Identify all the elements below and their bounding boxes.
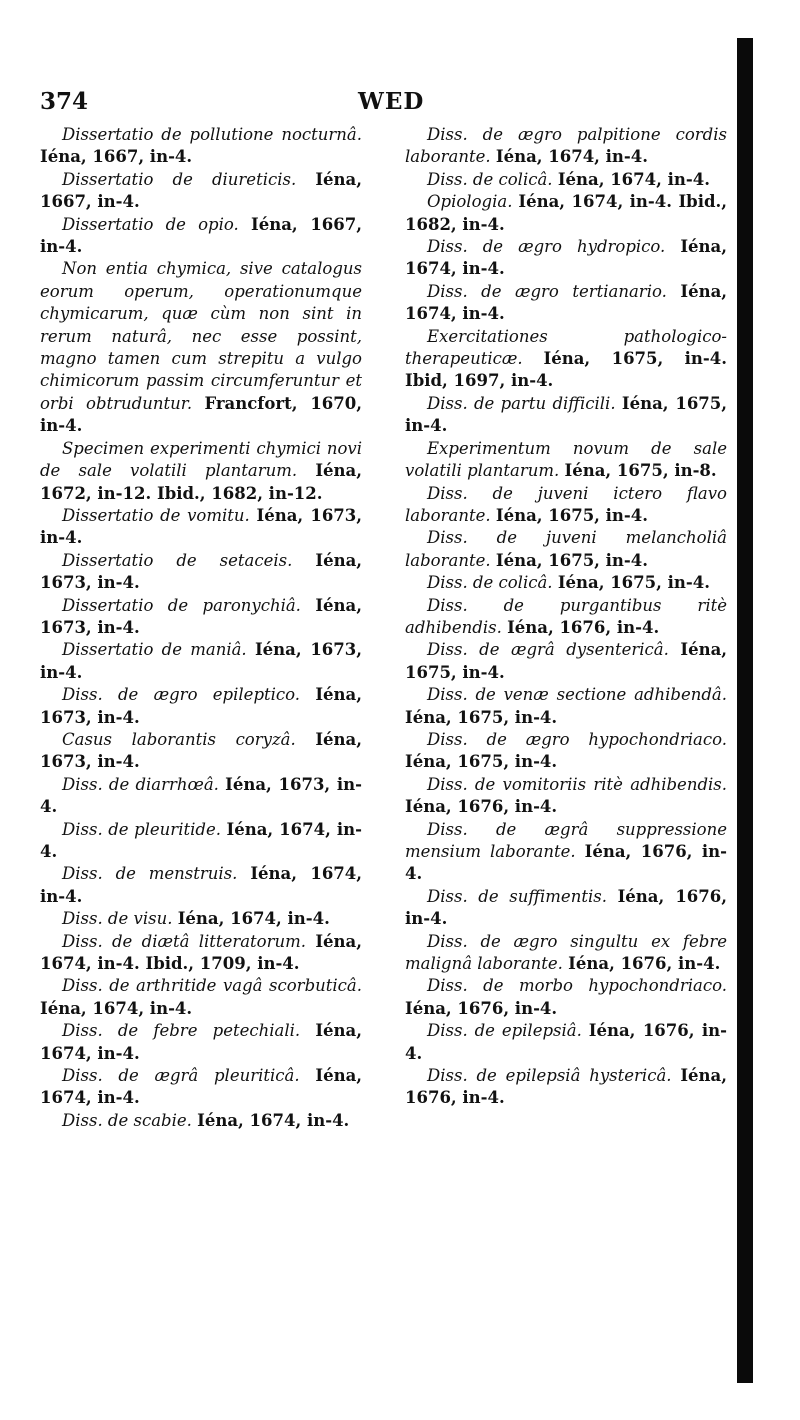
entry-publication: Iéna, 1673, in-4. [40, 505, 363, 548]
bibliography-entry [405, 281, 727, 326]
entry-title: Diss. de febre petechiali. [62, 1021, 301, 1041]
entry-publication: Iéna, 1676, in-4. [405, 998, 558, 1018]
bibliography-entry [40, 863, 362, 908]
entry-publication: Iéna, 1674, in-4. [40, 1021, 362, 1063]
bibliography-entry [40, 931, 362, 976]
entry-publication: Iéna, 1673, in-4. [40, 550, 363, 593]
entry-publication: Iéna, 1673, in-4. [40, 595, 362, 637]
entry-publication: Iéna, 1672, in-12. Ibid., 1682, in-12. [40, 461, 362, 503]
entry-title: Dissertatio de setaceis. [62, 550, 293, 570]
running-head: WED [358, 88, 425, 115]
entry-title: Diss. de ægrâ pleuriticâ. [62, 1066, 300, 1086]
bibliography-entry [405, 931, 727, 976]
entry-publication: Iéna, 1673, in-4. [40, 729, 362, 772]
bibliography-entry [405, 774, 727, 819]
bibliography-entry [405, 326, 727, 393]
entry-title: Diss. de epilepsiâ hystericâ. [427, 1066, 672, 1086]
entry-title: Diss. de venæ sectione adhibendâ. [427, 685, 727, 705]
entry-publication: Iéna, 1675, in-8. [564, 461, 717, 481]
entry-title: Diss. de purgantibus ritè adhibendis. [405, 595, 727, 637]
entry-title: Diss. de ægro tertianario. [427, 281, 667, 301]
entry-publication: Iéna, 1674, in-4. [557, 169, 710, 189]
entry-publication: Iéna, 1673, in-4. [40, 640, 362, 682]
bibliography-entry [40, 774, 362, 819]
entry-publication: Iéna, 1676, in-4. [405, 842, 728, 884]
entry-publication: Iéna, 1674, in-4. [495, 147, 649, 167]
entry-title: Exercitationes pathologico-therapeuticæ. [405, 326, 727, 369]
entry-title: Diss. de visu. [62, 909, 173, 929]
entry-publication: Iéna, 1667, in-4. [40, 169, 362, 212]
bibliography-entry [405, 975, 727, 1020]
bibliography-entry [40, 908, 362, 930]
bibliography-entry [405, 124, 727, 169]
entry-publication: Iéna, 1674, in-4. [197, 1110, 350, 1130]
entry-publication: Iéna, 1676, in-4. [405, 1066, 727, 1108]
entry-publication: Iéna, 1675, in-4. [405, 707, 558, 727]
bibliography-entry [40, 169, 362, 214]
entry-title: Dissertatio de pollutione nocturnâ. [62, 125, 362, 144]
page-number: 374 [40, 88, 89, 115]
entry-publication: Iéna, 1675, in-4. [495, 505, 649, 525]
bibliography-entry [405, 483, 727, 528]
entry-publication: Iéna, 1674, in-4. Ibid., 1709, in-4. [40, 931, 362, 974]
bibliography-entry [405, 819, 727, 886]
entry-title: Diss. de juveni ictero flavo laborante. [405, 483, 727, 525]
bibliography-entry [405, 886, 727, 931]
entry-publication: Iéna, 1675, in-4. [495, 550, 649, 570]
entry-title: Diss. de ægrâ dysentericâ. [427, 640, 669, 660]
entry-title: Diss. de ægro palpitione cordis laborante. [405, 125, 727, 167]
bibliography-entry [405, 595, 727, 640]
entry-publication: Iéna, 1673, in-4. [40, 685, 362, 727]
bibliography-entry [405, 191, 727, 236]
entry-title: Diss. de diætâ litteratorum. [62, 931, 307, 951]
entry-title: Opiologia. [427, 192, 513, 212]
entry-publication: Iéna, 1676, in-4. [507, 617, 660, 637]
entry-title: Dissertatio de vomitu. [62, 505, 250, 525]
entry-publication: Iéna, 1676, in-4. [568, 954, 721, 974]
entry-publication: Iéna, 1675, in-4. [405, 640, 728, 682]
bibliography-entry [40, 819, 362, 864]
entry-publication: Iéna, 1667, in-4. [40, 147, 193, 167]
bibliography-entry [405, 527, 727, 572]
entry-publication: Iéna, 1674, in-4. [405, 281, 728, 324]
bibliography-entry [40, 729, 362, 774]
entry-publication: Iéna, 1674, in-4. [177, 909, 330, 929]
bibliography-entry [40, 1020, 362, 1065]
entry-publication: Francfort, 1670, in-4. [40, 393, 362, 436]
bibliography-entry [405, 729, 727, 774]
bibliography-entry [405, 169, 727, 191]
entry-title: Diss. de diarrhœâ. [62, 774, 219, 794]
entry-publication: Iéna, 1675, in-4. [557, 573, 710, 593]
entry-title: Diss. de ægro hydropico. [427, 237, 666, 257]
bibliography-entry [40, 1065, 362, 1110]
entry-title: Diss. de ægro hypochondriaco. [427, 729, 727, 749]
entry-publication: Iéna, 1667, in-4. [40, 214, 362, 257]
entry-title: Diss. de suffimentis. [427, 886, 607, 906]
bibliography-entry [405, 393, 727, 438]
entry-publication: Iéna, 1674, in-4. [40, 998, 193, 1018]
entry-title: Dissertatio de maniâ. [62, 640, 247, 660]
entry-publication: Iéna, 1676, in-4. [405, 797, 558, 817]
bibliography-entry [40, 639, 362, 684]
entry-title: Diss. de juveni melancholiâ laborante. [405, 528, 727, 570]
entry-publication: Iéna, 1673, in-4. [40, 774, 362, 817]
entry-publication: Iéna, 1674, in-4. [40, 864, 363, 906]
entry-title: Experimentum novum de sale volatili plantarum. [405, 438, 727, 481]
bibliography-entry [405, 639, 727, 684]
entry-title: Diss. de colicâ. [427, 573, 553, 593]
entry-publication: Iéna, 1675, in-4. [405, 393, 728, 436]
entry-title: Specimen experimenti chymici novi de sale volatili plantarum. [40, 438, 362, 481]
bibliography-entry [405, 684, 727, 729]
bibliography-entry [40, 595, 362, 640]
entry-publication: Iéna, 1676, in-4. [405, 886, 727, 929]
right-column [405, 124, 727, 1110]
bibliography-entry [405, 1020, 727, 1065]
entry-title: Dissertatio de diureticis. [62, 169, 297, 189]
entry-title: Diss. de vomitoriis ritè adhibendis. [427, 774, 727, 794]
bibliography-entry [40, 438, 362, 505]
bibliography-entry [40, 684, 362, 729]
bibliography-entry [40, 258, 362, 437]
bibliography-entry [405, 236, 727, 281]
bibliography-entry [40, 124, 362, 169]
entry-title: Diss. de colicâ. [427, 169, 553, 189]
entry-title: Dissertatio de opio. [62, 214, 239, 234]
entry-title: Diss. de morbo hypochondriaco. [427, 976, 727, 996]
bibliography-entry [40, 505, 362, 550]
left-column [40, 124, 362, 1132]
entry-title: Non entia chymica, sive catalogus eorum operum, operationumque chymicarum, quæ cùm non sint in rerum naturâ, nec esse possint, magno tamen cum strepitu a vulgo chimicorum passim circumferuntur et orbi obtruduntur. [40, 259, 362, 413]
entry-title: Diss. de ægro singultu ex febre malignâ laborante. [405, 931, 727, 974]
bibliography-entry [405, 438, 727, 483]
entry-publication: Iéna, 1676, in-4. [405, 1021, 727, 1063]
entry-publication: Iéna, 1674, in-4. [40, 1066, 363, 1108]
entry-title: Diss. de partu difficili. [427, 393, 616, 413]
bibliography-entry [40, 550, 362, 595]
entry-title: Casus laborantis coryzâ. [62, 729, 296, 749]
bibliography-entry [40, 1110, 362, 1132]
entry-title: Dissertatio de paronychiâ. [62, 595, 301, 615]
entry-publication: Iéna, 1675, in-4. Ibid, 1697, in-4. [405, 349, 727, 391]
entry-publication: Iéna, 1674, in-4. Ibid., 1682, in-4. [405, 192, 727, 234]
entry-title: Diss. de menstruis. [62, 864, 238, 884]
entry-title: Diss. de pleuritide. [62, 819, 221, 839]
bibliography-entry [405, 1065, 727, 1110]
entry-publication: Iéna, 1674, in-4. [40, 819, 362, 861]
entry-title: Diss. de arthritide vagâ scorbuticâ. [62, 976, 362, 996]
bibliography-entry [405, 572, 727, 594]
entry-publication: Iéna, 1675, in-4. [405, 752, 558, 772]
entry-title: Diss. de ægro epileptico. [62, 685, 301, 705]
entry-title: Diss. de scabie. [62, 1110, 192, 1130]
page-edge-shadow [737, 38, 753, 1383]
bibliography-entry [40, 975, 362, 1020]
entry-publication: Iéna, 1674, in-4. [405, 237, 727, 279]
entry-title: Diss. de epilepsiâ. [427, 1021, 582, 1041]
bibliography-entry [40, 214, 362, 259]
entry-title: Diss. de ægrâ suppressione mensium laborante. [405, 819, 727, 861]
